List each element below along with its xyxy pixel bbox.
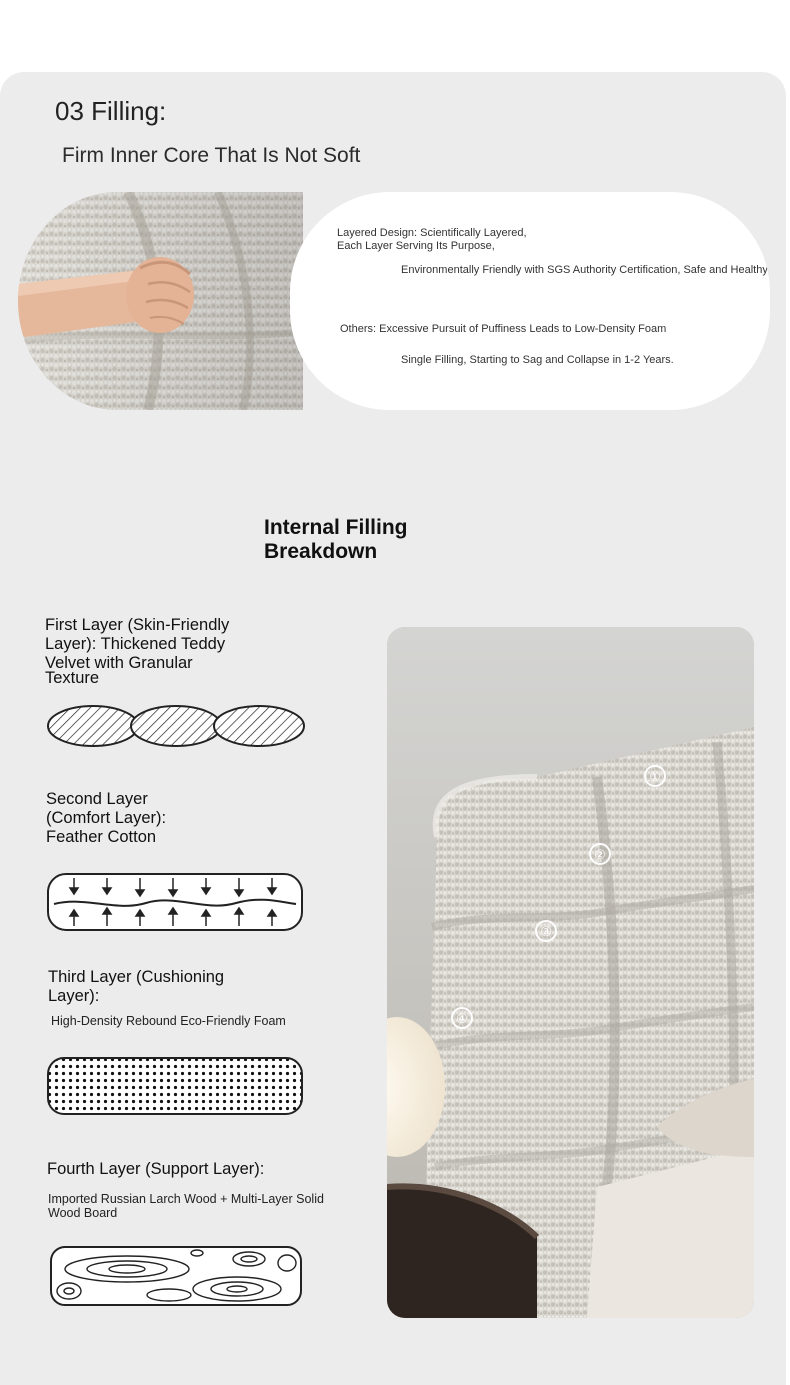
foam-diagram <box>46 1056 304 1116</box>
layer-4-title: Fourth Layer (Support Layer): <box>47 1160 265 1178</box>
headboard-photo <box>387 627 754 1318</box>
hero-line: Layered Design: Scientifically Layered, <box>337 227 527 239</box>
teddy-velvet-diagram <box>45 703 307 749</box>
fabric-squeeze-photo <box>18 192 303 410</box>
layer-3-title: Third Layer (Cushioning Layer): <box>48 968 225 1005</box>
marker-4: ④ <box>456 1011 468 1026</box>
hero-line: Others: Excessive Pursuit of Puffiness Leads to Low-Density Foam <box>340 323 667 335</box>
breakdown-title: Internal Filling Breakdown <box>264 516 408 563</box>
layer-1-title: First Layer (Skin-Friendly Layer): Thickened Teddy Velvet with Granular Texture <box>45 616 230 687</box>
marker-3: ③ <box>540 924 552 939</box>
marker-1: ① <box>649 769 661 784</box>
hero-line: Each Layer Serving Its Purpose, <box>337 240 495 252</box>
hero-line: Single Filling, Starting to Sag and Collapse in 1-2 Years. <box>401 354 674 366</box>
layer-2-title: Second Layer (Comfort Layer): Feather Cotton <box>46 790 167 846</box>
layer-4-description: Imported Russian Larch Wood + Multi-Layer Solid Wood Board <box>48 1192 324 1220</box>
wood-board-diagram <box>49 1245 303 1307</box>
layer-3-description: High-Density Rebound Eco-Friendly Foam <box>51 1014 286 1028</box>
page-title: 03 Filling: <box>55 96 167 126</box>
feather-cotton-diagram <box>46 872 304 932</box>
description-card <box>290 192 770 410</box>
hero-line: Environmentally Friendly with SGS Authority Certification, Safe and Healthy <box>401 264 768 276</box>
marker-2: ② <box>594 847 606 862</box>
page-subtitle: Firm Inner Core That Is Not Soft <box>62 144 361 167</box>
